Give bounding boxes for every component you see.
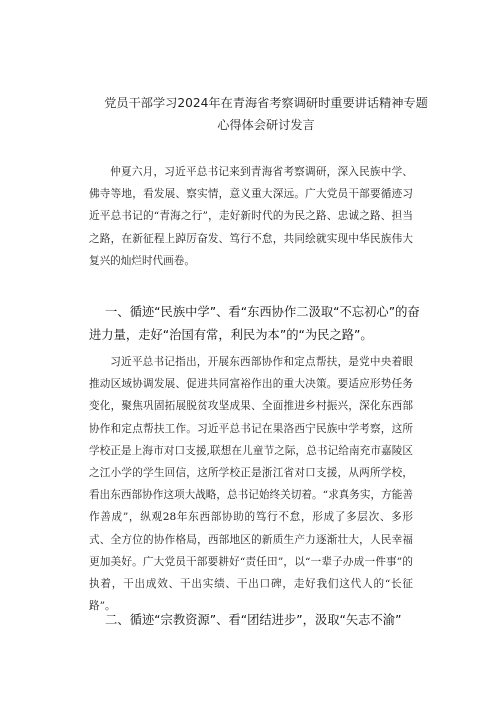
title-line-1: 党员干部学习2024年在青海省考察调研时重要讲话精神专题 [104, 96, 428, 110]
document-title [96, 92, 436, 136]
section-1-heading: 一、循迹“民族中学”、看“东西协作二汲取“不忘初心”的奋进力量，走好“治国有常，利民为本”的“为民之路”。 [89, 305, 420, 342]
section-1-paragraph: 习近平总书记指出，开展东西部协作和定点帮扶，是党中央着眼推动区域协调发展、促进共同富裕作出的重大决策。要适应形势任务变化，聚焦巩固拓展脱贫攻坚成果、全面推进乡村振兴，深化东西部协作和定点帮扶工作。习近平总书记在果洛西宁民族中学考察，这所学校正是上海市对口支援,联想在儿童节之际，总书记给南充市嘉陵区之江小学的学生回信，这所学校正是浙江省对口支援，从两所学校，看出东西部协作这项大战略，总书记始终关切着。“求真务实，方能善作善成”，纵观28年东西部协助的笃行不怠，形成了多层次、多形式、全方位的协作格局，西部地区的新质生产力逐渐壮大，人民幸福更加美好。广大党员干部要耕好“责任田”，以“一辈子办成一件事”的执着，干出成效、干出实绩、干出口碑，走好我们这代人的“长征路”。 [89, 356, 413, 613]
intro-paragraph: 仲夏六月，习近平总书记来到青海省考察调研，深入民族中学、佛寺等地，看发展、察实情，意义重大深远。广大党员干部要循迹习近平总书记的“青海之行”，走好新时代的为民之路、忠诚之路、担当之路，在新征程上踔厉奋发、笃行不怠，共同绘就实现中华民族伟大复兴的灿烂时代画卷。 [89, 166, 413, 267]
title-line-2: 心得体会研讨发言 [217, 118, 315, 132]
section-2-heading: 二、循迹“宗教资源”、看“团结进步”，汲取“矢志不渝” [104, 613, 402, 627]
